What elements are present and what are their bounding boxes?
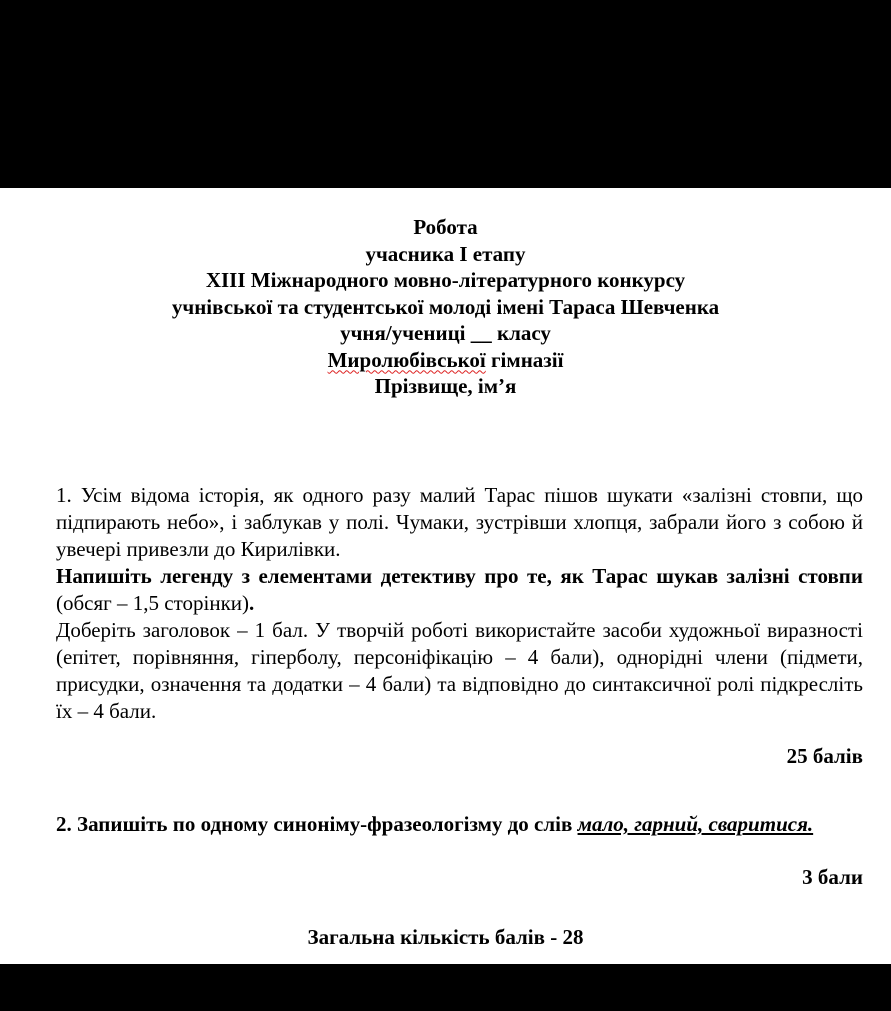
- header-line: учасника І етапу: [365, 241, 526, 266]
- top-black-bar: [0, 0, 891, 188]
- task-2-words: мало, гарний, сваритися.: [577, 812, 814, 836]
- document-page: [0, 188, 891, 964]
- task-1-criteria: Доберіть заголовок – 1 бал. У творчій роботі використайте засоби художньої виразності (епітет, порівняння, гіперболу, персоніфікацію – 4 бали), однорідні члени (підмети, присудки, означення та додатки – 4 бали) та відповідно до синтаксичної ролі підкресліть їх – 4 бали.: [56, 618, 863, 723]
- task-number: 1.: [56, 483, 72, 507]
- bottom-black-bar: [0, 964, 891, 1011]
- document-header: [0, 214, 891, 400]
- header-line-rest: гімназії: [485, 347, 564, 372]
- task-1: [56, 482, 863, 725]
- task-number: 2.: [56, 812, 72, 836]
- header-line: [0, 347, 891, 374]
- header-line: учнівської та студентської молоді імені Тараса Шевченка: [171, 294, 720, 319]
- task-1-points: 25 балів: [786, 744, 863, 768]
- header-line: Робота: [413, 215, 478, 239]
- header-line: ХІІІ Міжнародного мовно-літературного конкурсу: [205, 268, 686, 292]
- total-points: Загальна кількість балів - 28: [307, 925, 584, 949]
- header-line: Прізвище, ім’я: [374, 374, 517, 398]
- task-1-intro: 1. Усім відома історія, як одного разу малий Тарас пішов шукати «залізні стовпи, що підпирають небо», і заблукав у полі. Чумаки, зустрівши хлопця, забрали його з собою й увечері привезли до Кирилівки.: [56, 483, 863, 561]
- task-2: 2. Запишіть по одному синоніму-фразеологізму до слів мало, гарний, сваритися.: [56, 812, 814, 836]
- spellcheck-word: Миролюбівської: [327, 347, 486, 372]
- header-line: учня/учениці __ класу: [340, 321, 551, 345]
- task-2-points: 3 бали: [802, 865, 863, 889]
- task-1-instruction: Напишіть легенду з елементами детективу про те, як Тарас шукав залізні стовпи (обсяг – 1,5 сторінки).: [56, 564, 863, 615]
